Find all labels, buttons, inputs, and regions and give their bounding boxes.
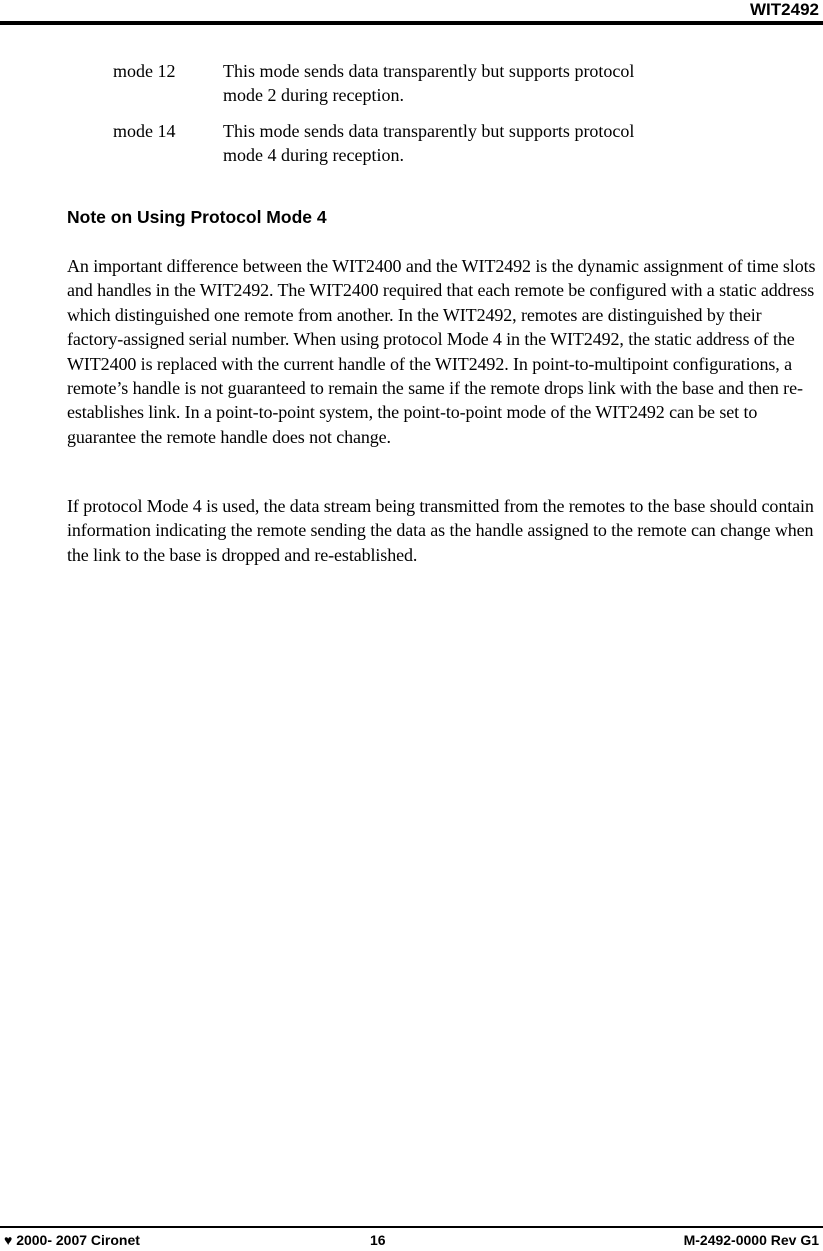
mode-description: This mode sends data transparently but supports protocol mode 2 during reception. bbox=[223, 61, 635, 105]
mode-list bbox=[113, 59, 713, 179]
mode-description: This mode sends data transparently but supports protocol mode 4 during reception. bbox=[223, 121, 635, 165]
header-divider bbox=[0, 21, 823, 25]
mode-item bbox=[113, 119, 713, 167]
footer-divider bbox=[0, 1226, 823, 1228]
mode-label: mode 14 bbox=[113, 121, 176, 141]
body-paragraph: If protocol Mode 4 is used, the data stream being transmitted from the remotes to the base should contain information indicating the remote sending the data as the handle assigned to the remote can change when the link to the base is dropped and re-established. bbox=[67, 496, 814, 565]
section-heading: Note on Using Protocol Mode 4 bbox=[67, 207, 327, 227]
mode-label: mode 12 bbox=[113, 61, 176, 81]
document-id: M-2492-0000 Rev G1 bbox=[683, 1232, 819, 1248]
mode-item bbox=[113, 59, 713, 107]
body-paragraph: An important difference between the WIT2400 and the WIT2492 is the dynamic assignment of time slots and handles in the WIT2492. The WIT2400 required that each remote be configured with a static address which distinguished one remote from another. In the WIT2492, remotes are distinguished by their factory-assigned serial number. When using protocol Mode 4 in the WIT2492, the static address of the WIT2400 is replaced with the current handle of the WIT2492. In point-to-multipoint configurations, a remote’s handle is not guaranteed to remain the same if the remote drops link with the base and then re-establishes link. In a point-to-point system, the point-to-point mode of the WIT2492 can be set to guarantee the remote handle does not change. bbox=[67, 256, 816, 447]
page-header-title: WIT2492 bbox=[750, 0, 819, 19]
footer-copyright: ♥ 2000- 2007 Cironet bbox=[4, 1232, 140, 1248]
page-number: 16 bbox=[370, 1232, 386, 1248]
page-footer bbox=[0, 1231, 823, 1251]
